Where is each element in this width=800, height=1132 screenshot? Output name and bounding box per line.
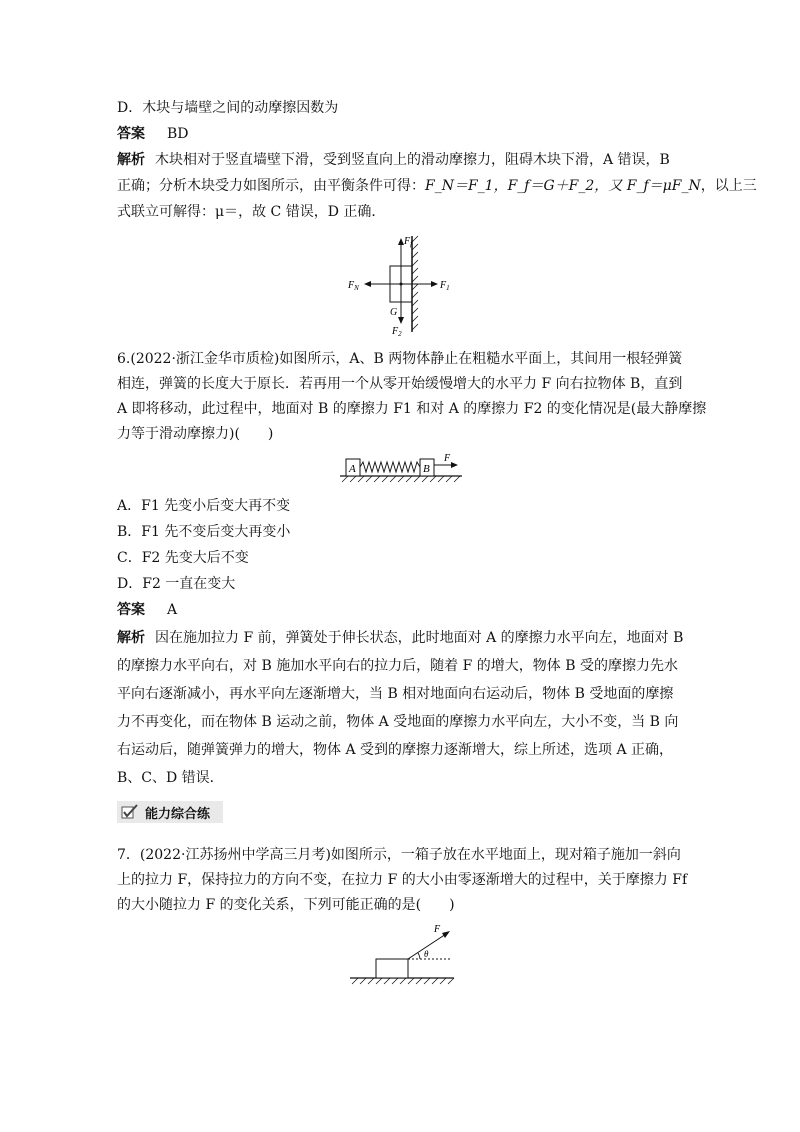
q6-option-c: C．F2 先变大后不变 (117, 550, 249, 566)
wall-hatch (412, 236, 418, 330)
analysis-line-3: 式联立可解得：μ＝，故 C 错误，D 正确． (117, 204, 386, 220)
svg-text:G: G (390, 307, 398, 318)
answer-line-q5 (117, 124, 189, 144)
q6-line-2: 相连，弹簧的长度大于原长．若再用一个从零开始缓慢增大的水平力 F 向右拉物体 B，直到 (117, 376, 683, 392)
analysis-label: 解析 (117, 630, 145, 646)
analysis-line-2 (117, 176, 757, 196)
answer-value: BD (167, 126, 189, 142)
force-diagram-wall (340, 228, 470, 340)
q7-line-2: 上的拉力 F，保持拉力的方向不变，在拉力 F 的大小由零逐渐增大的过程中，关于摩擦力 Ff (117, 872, 688, 888)
analysis-text: ，以上三 (700, 178, 757, 194)
equations: F_N＝F_1，F_f＝G＋F_2，又 F_f＝μF_N (425, 178, 701, 194)
section-header (117, 801, 223, 823)
q6-analysis-6: B、C、D 错误． (117, 770, 224, 786)
analysis-text: 正确；分析木块受力如图所示，由平衡条件可得： (117, 178, 425, 194)
q6-option-d: D．F2 一直在变大 (117, 576, 236, 592)
svg-text:F: F (444, 453, 451, 464)
answer-value: A (167, 602, 178, 618)
analysis-text: 因在施加拉力 F 前，弹簧处于伸长状态，此时地面对 A 的摩擦力水平向左，地面对 B (155, 630, 684, 646)
box (376, 959, 408, 978)
ground-hatch (352, 978, 454, 984)
q6-line-4: 力等于滑动摩擦力)( ) (117, 426, 274, 442)
svg-text:FN: $F_N$ (348, 280, 359, 292)
analysis-text: 木块相对于竖直墙壁下滑，受到竖直向上的滑动摩擦力，阻碍木块下滑，A 错误，B (155, 152, 670, 168)
svg-text:F1: $F_1$ (440, 280, 450, 292)
checkbox-check-icon (121, 804, 139, 820)
svg-text:A: A (349, 463, 356, 475)
q6-option-a: A．F1 先变小后变大再不变 (117, 498, 291, 514)
svg-text:F2: $F_2$ (392, 326, 402, 338)
svg-text:θ: θ (424, 949, 429, 959)
svg-text:F: F (434, 924, 441, 935)
svg-text:Ff: $F_f$ (404, 236, 413, 248)
q6-analysis-5: 右运动后，随弹簧弹力的增大，物体 A 受到的摩擦力逐渐增大，综上所述，选项 A 正确， (117, 742, 674, 758)
q6-analysis-3: 平向右逐渐减小，再水平向左逐渐增大，当 B 相对地面向右运动后，物体 B 受地面的摩擦 (117, 686, 674, 702)
analysis-label: 解析 (117, 152, 145, 168)
spring (360, 462, 420, 472)
q6-analysis-2: 的摩擦力水平向右，对 B 施加水平向右的拉力后，随着 F 的增大，物体 B 受的摩擦力先水 (117, 658, 678, 674)
q6-option-b: B．F1 先不变后变大再变小 (117, 524, 291, 540)
q6-analysis-1 (117, 628, 683, 648)
spring-diagram (338, 452, 468, 486)
section-title: 能力综合练 (145, 806, 211, 822)
analysis-line-1 (117, 150, 670, 170)
q7-line-3: 的大小随拉力 F 的变化关系，下列可能正确的是( ) (117, 897, 455, 913)
box-pull-diagram (348, 922, 460, 986)
svg-text:B: B (423, 463, 430, 475)
answer-line-q6 (117, 600, 177, 620)
q6-line-3: A 即将移动，此过程中，地面对 B 的摩擦力 F1 和对 A 的摩擦力 F2 的变化情况是(最大静摩擦 (117, 401, 707, 417)
answer-label: 答案 (117, 126, 145, 142)
option-d: D．木块与墙壁之间的动摩擦因数为 (117, 100, 339, 116)
answer-label: 答案 (117, 602, 145, 618)
ground-hatch (342, 476, 460, 482)
q6-analysis-4: 力不再变化，而在物体 B 运动之前，物体 A 受地面的摩擦力水平向左，大小不变，当 B 向 (117, 714, 679, 730)
q7-line-1: 7．(2022·江苏扬州中学高三月考)如图所示，一箱子放在水平地面上，现对箱子施加一斜向 (117, 847, 681, 863)
q6-line-1: 6.(2022·浙江金华市质检)如图所示，A、B 两物体静止在粗糙水平面上，其间用一根轻弹簧 (117, 351, 683, 367)
